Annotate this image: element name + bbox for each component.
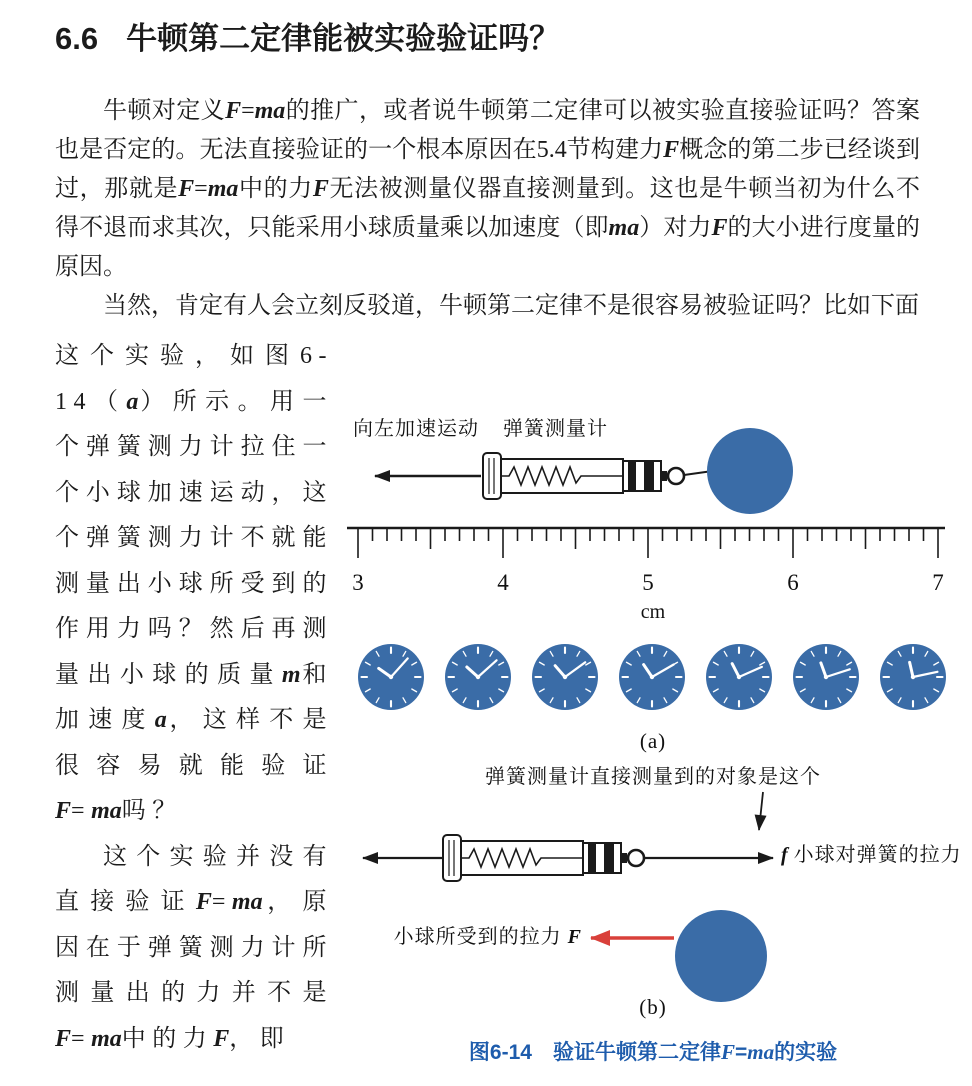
math-var: F <box>663 137 680 163</box>
panel-b-graphics <box>363 792 773 1002</box>
ruler-number: 7 <box>932 570 944 595</box>
clock-icon <box>706 644 772 710</box>
math-var: F <box>567 926 581 948</box>
clock-icon <box>793 644 859 710</box>
clocks-row <box>358 644 946 710</box>
left-text-column <box>55 334 333 1062</box>
hook-link <box>684 472 709 476</box>
clock-icon <box>619 644 685 710</box>
math-var: F <box>178 176 195 202</box>
clock-icon <box>358 644 424 710</box>
math-var: m <box>281 661 301 688</box>
label-spring-pull-f: f 小球对弹簧的拉力 <box>781 844 962 866</box>
math-var: F <box>55 798 72 824</box>
panel-a-graphics <box>347 428 946 710</box>
math-var: ma <box>207 176 239 202</box>
clock-icon <box>445 644 511 710</box>
math-var: ma <box>254 98 286 124</box>
label-accelerate-left: 向左加速运动 <box>353 418 479 440</box>
math-var: F <box>711 215 728 241</box>
label-measured-object: 弹簧测量计直接测量到的对象是这个 <box>485 766 821 788</box>
math-var: F <box>225 98 242 124</box>
math-var: ma <box>608 215 640 241</box>
math-var: F <box>720 1040 735 1064</box>
ball-a <box>707 428 793 514</box>
ball-b <box>675 910 767 1002</box>
math-var: F <box>213 1025 230 1052</box>
math-var: ma <box>231 889 263 915</box>
label-ball-force-F: 小球所受到的拉力 F <box>393 926 581 948</box>
spring-scale-b <box>443 835 644 881</box>
math-var: F <box>195 889 212 915</box>
figure-6-14 <box>333 334 972 1066</box>
ruler-number: 5 <box>642 570 654 595</box>
panel-a-tag: (a) <box>639 729 667 753</box>
math-var: ma <box>91 1025 122 1052</box>
paragraph-1: 牛顿对定义F=ma的推广，或者说牛顿第二定律可以被实验直接验证吗？答案也是否定的。无法直接验证的一个根本原因在5.4节构建力F概念的第二步已经谈到过，那就是F=ma中的力F无法被测量仪器直接测量到。这也是牛顿当初为什么不得不退而求其次，只能采用小球质量乘以加速度（即ma）对力F的大小进行度量的原因。 <box>55 98 921 280</box>
ruler <box>347 528 945 623</box>
clock-icon <box>880 644 946 710</box>
math-var: a <box>154 707 167 733</box>
text-figure-columns <box>55 334 972 1066</box>
ruler-unit: cm <box>640 601 666 623</box>
math-var: ma <box>91 798 122 824</box>
section-heading <box>55 16 920 62</box>
section-number: 6.6 <box>55 21 99 56</box>
math-var: ma <box>747 1040 775 1064</box>
panel-b-tag: (b) <box>639 995 667 1019</box>
math-var: a <box>126 388 139 415</box>
paragraph-2-intro: 当然，肯定有人会立刻反驳道，牛顿第二定律不是很容易被验证吗？比如下面 <box>103 293 919 319</box>
section-title: 牛顿第二定律能被实验验证吗？ <box>126 21 561 56</box>
figure-canvas <box>333 398 972 1028</box>
ruler-number: 4 <box>497 570 509 595</box>
figure-caption: 图6-14 验证牛顿第二定律F=ma的实验 <box>468 1040 838 1064</box>
math-var: f <box>781 844 788 866</box>
paragraph-3: 这个实验并没有直接验证F=ma，原因在于弹簧测力计所测量出的力并不是F=ma中的力F，即 <box>55 843 333 1052</box>
paragraph-2-continued: 这个实验，如图6-14（a）所示。用一个弹簧测力计拉住一个小球加速运动，这个弹簧测力计不就能测量出小球所受到的作用力吗？然后再测量出小球的质量m和加速度a，这样不是很容易就能验证F=ma吗？ <box>55 343 334 824</box>
math-var: F <box>55 1025 72 1052</box>
pointer-down-arrow <box>759 792 763 830</box>
label-spring-scale: 弹簧测量计 <box>503 418 608 440</box>
ruler-number: 6 <box>787 570 799 595</box>
clock-icon <box>532 644 598 710</box>
math-var: F <box>312 176 329 202</box>
ruler-number: 3 <box>352 570 364 595</box>
spring-scale-a <box>483 453 684 499</box>
